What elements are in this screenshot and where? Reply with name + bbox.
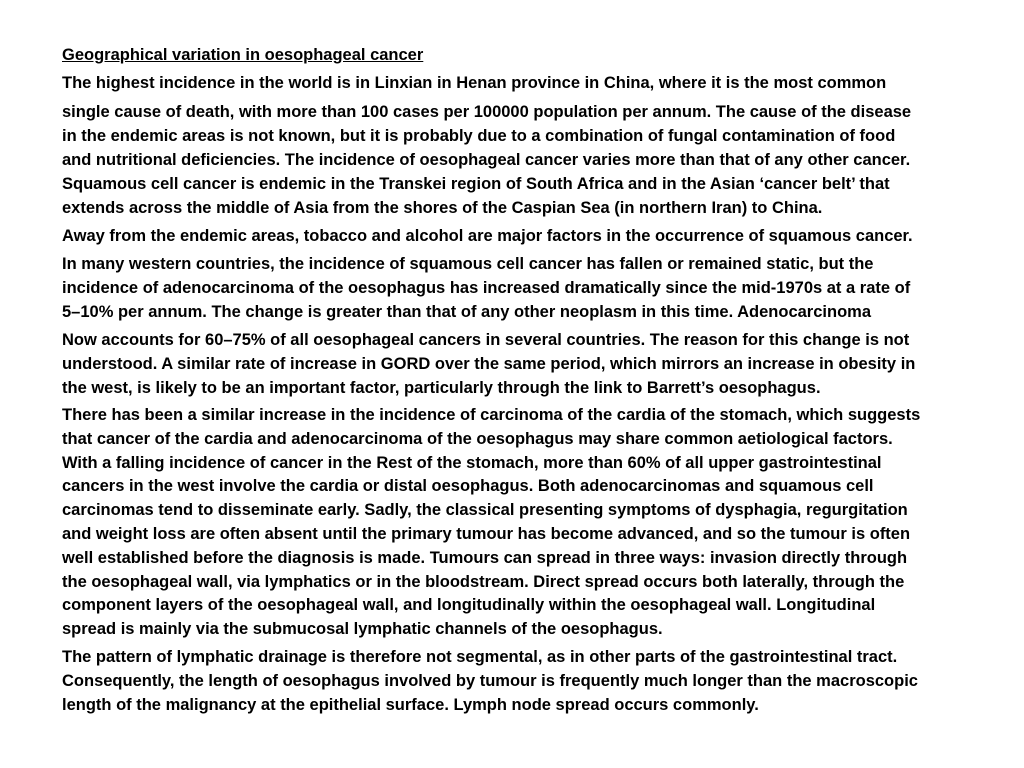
paragraph-risk-factors [62, 224, 964, 248]
text-line: Away from the endemic areas, tobacco and alcohol are major factors in the occurrence of squamous cancer. [62, 227, 913, 245]
text-line: incidence of adenocarcinoma of the oesophagus has increased dramatically since the mid-1970s at a rate of [62, 279, 911, 297]
text-line: extends across the middle of Asia from the shores of the Caspian Sea (in northern Iran) to China. [62, 199, 823, 217]
paragraph-adenocarcinoma-share [62, 328, 964, 400]
text-line: and weight loss are often absent until the primary tumour has become advanced, and so the tumour is often [62, 524, 911, 543]
text-line: component layers of the oesophageal wall, and longitudinally within the oesophageal wall. Longitudinal [62, 596, 876, 615]
text-line: 5–10% per annum. The change is greater than that of any other neoplasm in this time. Adenocarcinoma [62, 303, 871, 321]
text-line: length of the malignancy at the epithelial surface. Lymph node spread occurs commonly. [62, 695, 759, 714]
text-line: With a falling incidence of cancer in the Rest of the stomach, more than 60% of all upper gastrointestinal [62, 453, 882, 472]
text-line: and nutritional deficiencies. The incidence of oesophageal cancer varies more than that of any other cancer. [62, 151, 911, 169]
text-line: the oesophageal wall, via lymphatics or in the bloodstream. Direct spread occurs both laterally, through the [62, 572, 905, 591]
text-line: single cause of death, with more than 100 cases per 100000 population per annum. The cause of the disease [62, 103, 912, 121]
text-line: The pattern of lymphatic drainage is therefore not segmental, as in other parts of the gastrointestinal tract. [62, 647, 898, 666]
slide-heading: Geographical variation in oesophageal cancer [62, 46, 424, 64]
text-line: Squamous cell cancer is endemic in the Transkei region of South Africa and in the Asian ‘cancer belt’ that [62, 175, 890, 193]
text-line: spread is mainly via the submucosal lymphatic channels of the oesophagus. [62, 620, 663, 639]
text-line: understood. A similar rate of increase in GORD over the same period, which mirrors an increase in obesity in [62, 355, 916, 373]
text-line: the west, is likely to be an important factor, particularly through the link to Barrett’s oesophagus. [62, 379, 821, 397]
text-line: There has been a similar increase in the incidence of carcinoma of the cardia of the stomach, which suggests [62, 406, 921, 424]
paragraph-western-trends [62, 252, 964, 324]
text-line: cancers in the west involve the cardia or distal oesophagus. Both adenocarcinomas and squamous cell [62, 477, 874, 496]
text-line: Consequently, the length of oesophagus involved by tumour is frequently much longer than the macroscopic [62, 671, 918, 690]
text-line: in the endemic areas is not known, but it is probably due to a combination of fungal contamination of food [62, 127, 896, 145]
text-line: Now accounts for 60–75% of all oesophageal cancers in several countries. The reason for this change is not [62, 331, 910, 349]
paragraph-cardia-and-spread [62, 404, 964, 642]
paragraph-endemic-areas [62, 71, 964, 220]
text-line: In many western countries, the incidence of squamous cell cancer has fallen or remained static, but the [62, 255, 874, 273]
text-line: well established before the diagnosis is made. Tumours can spread in three ways: invasion directly through [62, 548, 908, 567]
text-line: that cancer of the cardia and adenocarcinoma of the oesophagus may share common aetiological factors. [62, 429, 893, 448]
text-line: carcinomas tend to disseminate early. Sadly, the classical presenting symptoms of dysphagia, regurgitation [62, 501, 908, 520]
paragraph-lymphatic-drainage [62, 646, 964, 717]
text-line: The highest incidence in the world is in Linxian in Henan province in China, where it is the most common [62, 74, 887, 92]
